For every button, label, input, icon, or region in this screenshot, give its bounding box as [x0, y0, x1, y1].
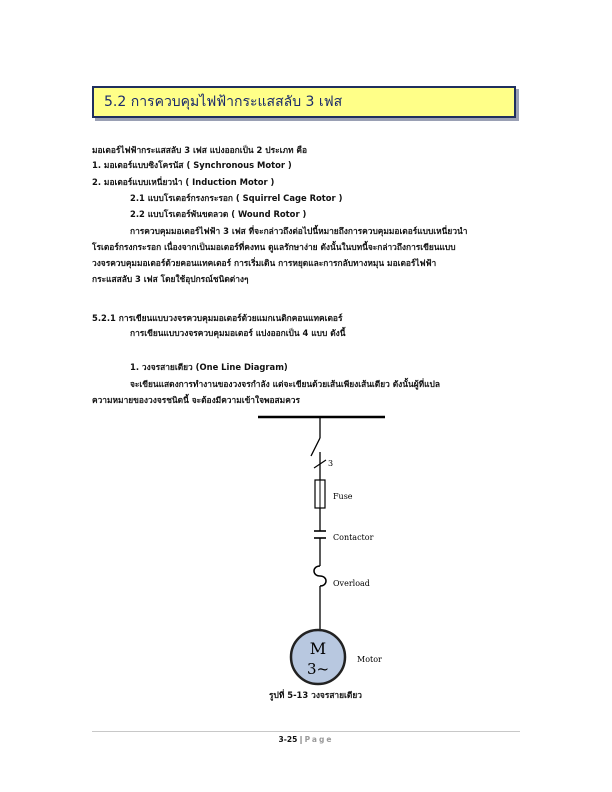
page-number: 3-25 — [278, 735, 298, 744]
motor-phase: 3~ — [306, 660, 330, 678]
figure-caption: รูปที่ 5-13 วงจรสายเดียว — [269, 690, 362, 700]
contactor-label: Contactor — [333, 533, 374, 542]
page-word: Page — [304, 735, 334, 744]
sub-item-wound: 2.2 แบบโรเตอร์พันขดลวด ( Wound Rotor ) — [130, 209, 307, 219]
motor-label: Motor — [357, 655, 382, 664]
overload-label: Overload — [333, 579, 370, 588]
subsection-title: 5.2.1 การเขียนแบบวงจรควบคุมมอเตอร์ด้วยแมกเนติกคอนแทคเตอร์ — [92, 313, 343, 323]
list-item-induction: 2. มอเตอร์แบบเหนี่ยวนำ ( Induction Motor ) — [92, 177, 275, 187]
fuse-label: Fuse — [333, 492, 353, 501]
page-footer — [0, 735, 612, 744]
switch-blade — [311, 438, 320, 456]
paragraph-line: วงจรควบคุมมอเตอร์ด้วยคอนแทคเตอร์ การเริ่มเดิน การหยุดและการกลับทางหมุน มอเตอร์ไฟฟ้า — [92, 258, 437, 268]
sub-item-squirrel: 2.1 แบบโรเตอร์กรงกระรอก ( Squirrel Cage Rotor ) — [130, 193, 343, 203]
paragraph-line: กระแสสลับ 3 เฟส โดยใช้อุปกรณ์ชนิดต่างๆ — [92, 274, 249, 284]
intro-text: มอเตอร์ไฟฟ้ากระแสสลับ 3 เฟส แบ่งออกเป็น 2 ประเภท คือ — [92, 145, 308, 155]
item-title-one-line: 1. วงจรสายเดียว (One Line Diagram) — [130, 362, 288, 372]
phase-mark: 3 — [328, 459, 334, 468]
section-title: 5.2 การควบคุมไฟฟ้ากระแสสลับ 3 เฟส — [92, 86, 516, 118]
paragraph-line: โรเตอร์กรงกระรอก เนื่องจากเป็นมอเตอร์ที่คงทน ดูแลรักษาง่าย ดังนั้นในบทนี้จะกล่าวถึงการเขียนแบบ — [92, 242, 456, 252]
subsection-intro: การเขียนแบบวงจรควบคุมมอเตอร์ แบ่งออกเป็น 4 แบบ ดังนี้ — [130, 328, 346, 338]
list-item-synchronous: 1. มอเตอร์แบบซิงโครนัส ( Synchronous Motor ) — [92, 160, 292, 170]
paragraph-line: การควบคุมมอเตอร์ไฟฟ้า 3 เฟส ที่จะกล่าวถึงต่อไปนี้หมายถึงการควบคุมมอเตอร์แบบเหนี่ยวนำ — [130, 226, 468, 236]
overload-symbol — [314, 566, 326, 586]
footer-divider — [92, 731, 520, 732]
page-separator: | — [299, 735, 303, 744]
paragraph-line: จะเขียนแสดงการทำงานของวงจรกำลัง แต่จะเขียนด้วยเส้นเพียงเส้นเดียว ดังนั้นผู้ที่แปล — [130, 379, 440, 389]
motor-letter: M — [309, 639, 327, 658]
paragraph-line: ความหมายของวงจรชนิดนี้ จะต้องมีความเข้าใจพอสมควร — [92, 395, 300, 405]
